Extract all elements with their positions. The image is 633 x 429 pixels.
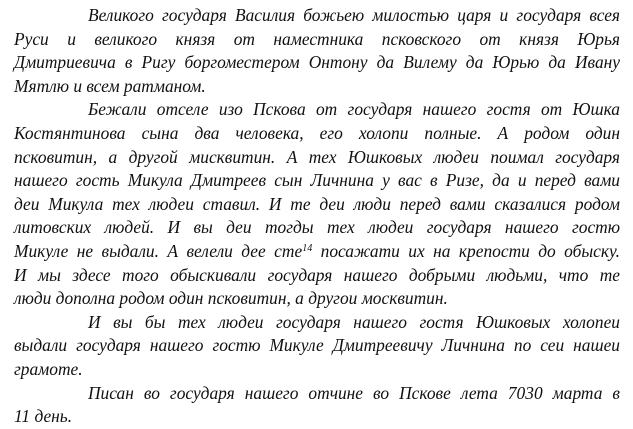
text-line: 11 день. — [14, 406, 73, 427]
paragraph-request — [14, 311, 620, 382]
text-line: Бежали отселе изо Пскова от государя нашего гостя от Юшка — [88, 99, 620, 120]
document-page — [14, 4, 620, 429]
text-line: Руси и великого князя от наместника псковского от князя Юрья — [14, 28, 620, 49]
text-line: псковитин, а другой мисквитин. А тех Юшковых людеи поимал государя — [14, 146, 620, 167]
text-line: И вы бы тех людеи государя нашего гостя Юшковых холопеи — [88, 311, 620, 332]
text-line-with-footnote — [14, 240, 620, 264]
text-line: нашего гость Микула Дмитреев сын Личнина у вас в Ризе, да и перед вами — [14, 170, 620, 191]
text-line: литовских людей. И вы деи тогды тех людеи государя нашего гостю — [14, 217, 620, 238]
text-line: Писан во государя нашего отчине во Пскове лета 7030 марта в — [88, 382, 620, 403]
footnote-line-end: посажати их на крепости до обыску. — [312, 240, 620, 261]
paragraph-address — [14, 4, 620, 98]
text-line: грамоте. — [14, 358, 83, 379]
text-line: выдали государя нашего гостю Микуле Дмитреевичу Личнина по сеи нашеи — [14, 335, 620, 356]
paragraph-body — [14, 98, 620, 310]
footnote-line-start: Микуле не выдали. А велели дее сте — [14, 240, 303, 261]
text-line: Дмитриевича в Ригу боргоместером Онтону да Вилему да Юрью да Ивану — [14, 52, 620, 73]
text-line: Мятлю и всем ратманом. — [14, 75, 206, 96]
text-line: Костянтинова сына два человека, его холопи полные. А родом один — [14, 122, 620, 143]
paragraph-dating — [14, 382, 620, 429]
text-line: И мы здесе того обыскивали государя нашего добрыми людьми, что те — [14, 264, 620, 285]
text-line: Великого государя Василия божьею милостью царя и государя всея — [88, 5, 620, 25]
text-line: деи Микула тех людеи ставил. И те деи люди перед вами сказалися родом — [14, 193, 620, 214]
footnote-marker: 14 — [302, 242, 313, 254]
text-line: люди дополна родом один псковитин, а другои москвитин. — [14, 288, 448, 309]
